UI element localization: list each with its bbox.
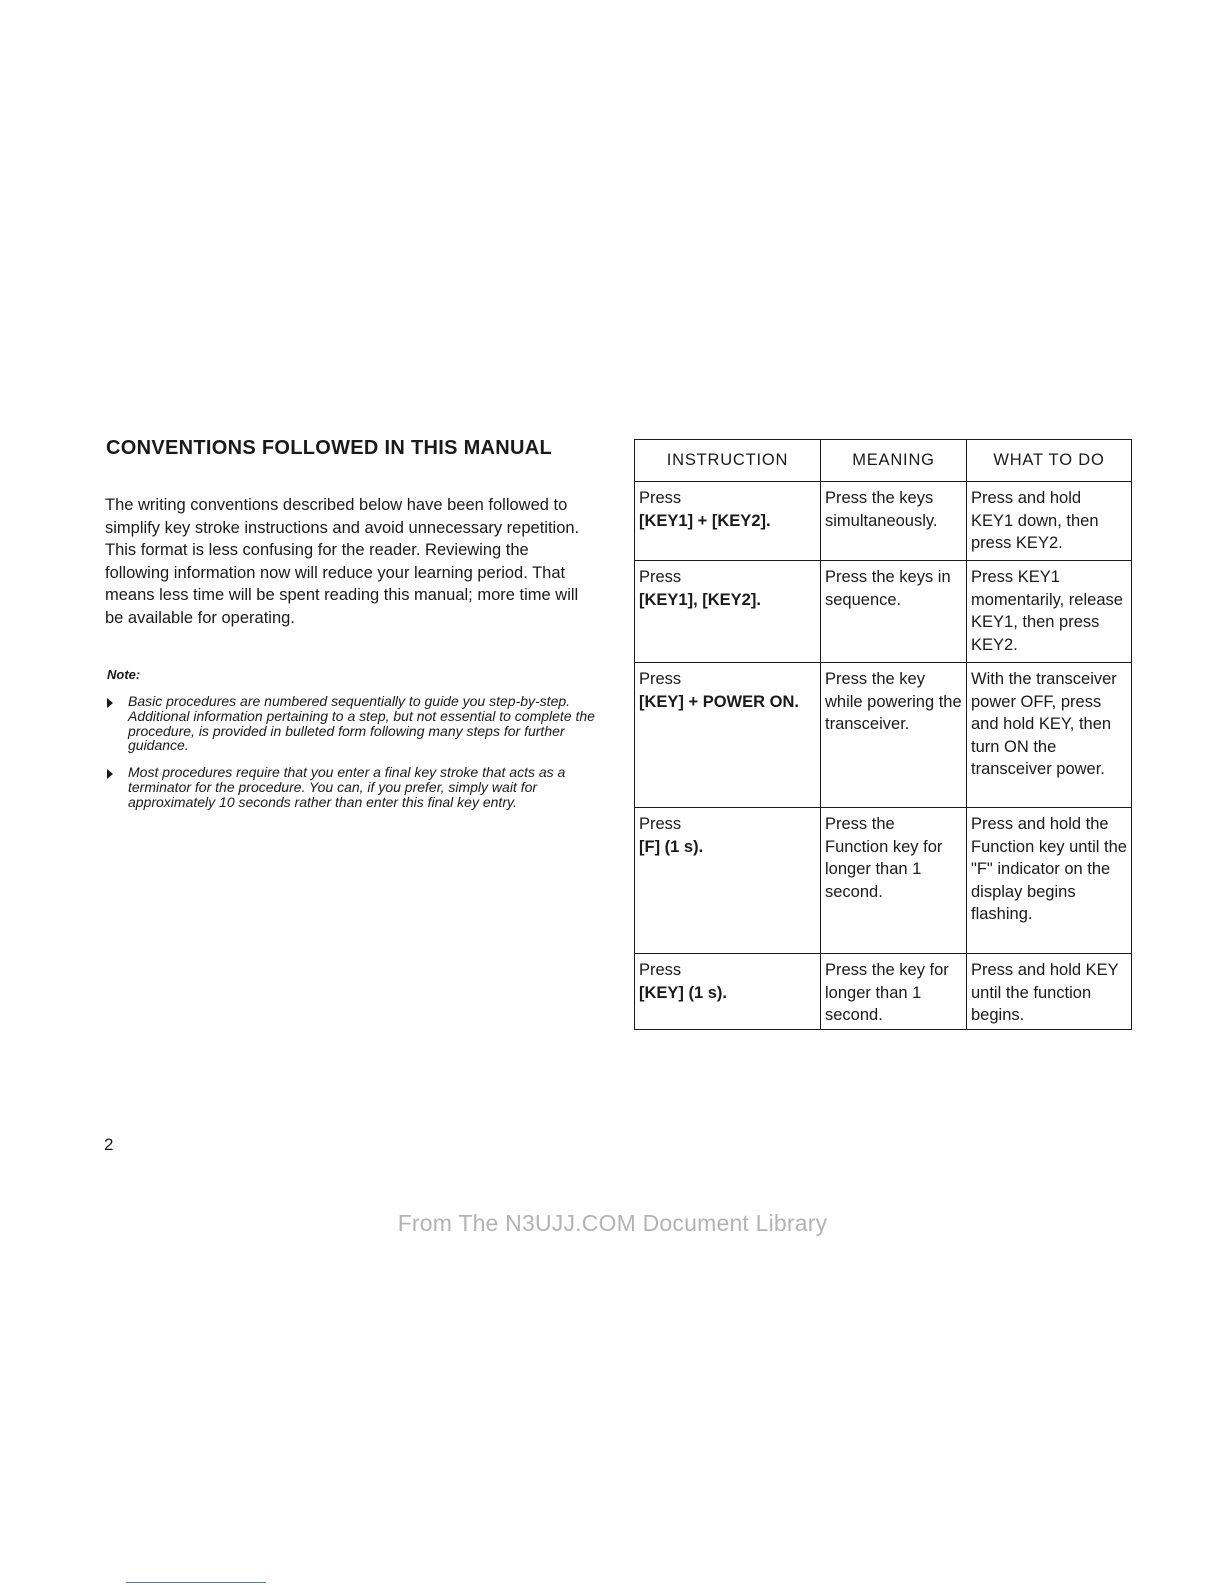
what-to-do-cell: Press and hold KEY1 down, then press KEY2.: [967, 482, 1132, 561]
header-what-to-do: WHAT TO DO: [967, 440, 1132, 482]
instruction-keys: [KEY] (1 s).: [639, 983, 728, 1002]
instruction-cell: [635, 482, 821, 561]
table-header-row: [635, 440, 1132, 482]
table-row: [635, 482, 1132, 561]
instruction-keys: [KEY1] + [KEY2].: [639, 511, 771, 530]
instruction-keys: [KEY1], [KEY2].: [639, 590, 761, 609]
intro-paragraph: The writing conventions described below have been followed to simplify key stroke instructions and avoid unnecessary repetition. This format is less confusing for the reader. Reviewing the following information now will reduce your learning period. That means less time will be spent reading this manual; more time will be available for operating.: [105, 496, 580, 627]
instruction-keys: [F] (1 s).: [639, 837, 704, 856]
triangle-bullet-icon: [107, 769, 113, 779]
instruction-verb: Press: [639, 568, 682, 586]
table-row: [635, 954, 1132, 1030]
what-to-do-cell: Press KEY1 momentarily, release KEY1, then press KEY2.: [967, 561, 1132, 663]
triangle-bullet-icon: [107, 698, 113, 708]
note-bullet: [105, 765, 605, 809]
instruction-verb: Press: [639, 670, 682, 688]
note-bullet-list: [105, 694, 605, 822]
header-meaning: MEANING: [821, 440, 967, 482]
instruction-cell: [635, 561, 821, 663]
conventions-table: [634, 439, 1132, 1030]
note-label: Note:: [107, 667, 141, 682]
what-to-do-cell: With the transceiver power OFF, press and hold KEY, then turn ON the transceiver power.: [967, 663, 1132, 808]
what-to-do-cell: Press and hold KEY until the function begins.: [967, 954, 1132, 1030]
divider-line: [126, 1582, 266, 1583]
library-footer-note: From The N3UJJ.COM Document Library: [397, 1210, 828, 1236]
meaning-cell: Press the key while powering the transceiver.: [821, 663, 967, 808]
instruction-keys: [KEY] + POWER ON.: [639, 692, 799, 711]
note-bullet: [105, 694, 605, 753]
instruction-verb: Press: [639, 489, 682, 507]
table-row: [635, 561, 1132, 663]
meaning-cell: Press the Function key for longer than 1 second.: [821, 808, 967, 954]
what-to-do-cell: Press and hold the Function key until the "F" indicator on the display begins flashing.: [967, 808, 1132, 954]
table-row: [635, 663, 1132, 808]
instruction-cell: [635, 808, 821, 954]
instruction-cell: [635, 663, 821, 808]
instruction-cell: [635, 954, 821, 1030]
meaning-cell: Press the keys in sequence.: [821, 561, 967, 663]
instruction-verb: Press: [639, 961, 682, 979]
note-bullet-text: Most procedures require that you enter a final key stroke that acts as a terminator for the procedure. You can, if you prefer, simply wait for approximately 10 seconds rather than enter this final key entry.: [128, 764, 566, 810]
meaning-cell: Press the keys simultaneously.: [821, 482, 967, 561]
page-number: 2: [104, 1135, 114, 1154]
meaning-cell: Press the key for longer than 1 second.: [821, 954, 967, 1030]
note-bullet-text: Basic procedures are numbered sequentially to guide you step-by-step. Additional information pertaining to a step, but not essential to complete the procedure, is provided in bulleted form following many steps for further guidance.: [128, 693, 595, 754]
header-instruction: INSTRUCTION: [635, 440, 821, 482]
table-row: [635, 808, 1132, 954]
section-heading: CONVENTIONS FOLLOWED IN THIS MANUAL: [106, 437, 553, 459]
instruction-verb: Press: [639, 815, 682, 833]
